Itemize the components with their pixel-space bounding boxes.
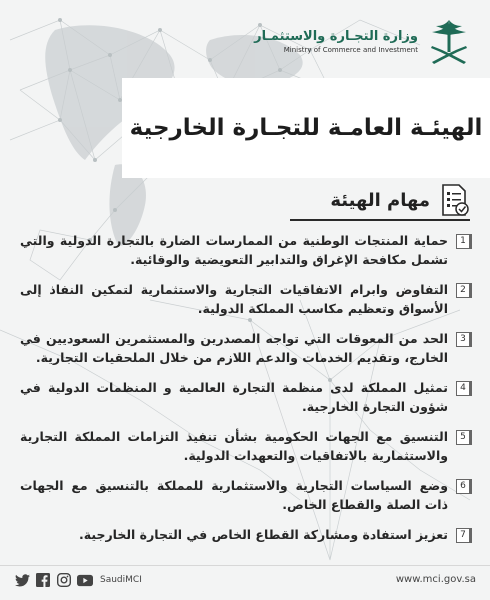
document-check-icon	[440, 183, 470, 217]
logo-name-arabic: وزارة التجـارة والاستثمـار	[254, 29, 418, 44]
social-handle: SaudiMCI	[100, 575, 142, 585]
tasks-list	[20, 231, 472, 544]
task-text: الحد من المعوقات التي تواجه المصدرين والمستثمرين السعوديين في الخارج، وتقديم الخدمات والدعم اللازم من خلال الملحقيات التجارية.	[20, 331, 448, 365]
task-number: 2	[456, 283, 472, 298]
instagram-icon[interactable]	[56, 572, 72, 588]
task-text: وضع السياسات التجارية والاستثمارية للمملكة بالتنسيق مع الجهات ذات الصلة والقطاع الخاص.	[20, 478, 448, 512]
task-number: 6	[456, 479, 472, 494]
task-number: 5	[456, 430, 472, 445]
page-title: الهيئـة العامـة للتجـارة الخارجية	[129, 115, 483, 141]
section-divider	[290, 219, 470, 221]
task-item	[20, 476, 472, 514]
task-item	[20, 427, 472, 465]
social-links	[14, 572, 142, 588]
task-number: 4	[456, 381, 472, 396]
task-text: التفاوض وابرام الاتفاقيات التجارية والاستثمارية لتمكين النفاذ إلى الأسواق وتعظيم مكاسب المملكة الدولية.	[20, 282, 448, 316]
website-link[interactable]: www.mci.gov.sa	[395, 574, 476, 585]
section-title: مهام الهيئة	[330, 189, 430, 211]
task-item	[20, 231, 472, 269]
task-number: 7	[456, 528, 472, 543]
logo-text	[254, 29, 418, 55]
title-banner	[122, 78, 490, 178]
task-text: التنسيق مع الجهات الحكومية بشأن تنفيذ التزامات المملكة التجارية والاستثمارية بالاتفاقيات والتعهدات الدولية.	[20, 429, 448, 463]
task-text: تمثيل المملكة لدى منظمة التجارة العالمية و المنظمات الدولية في شؤون التجارة الخارجية.	[20, 380, 448, 414]
logo-name-english: Ministry of Commerce and Investment	[283, 46, 418, 54]
facebook-icon[interactable]	[35, 572, 51, 588]
task-number: 3	[456, 332, 472, 347]
task-item	[20, 329, 472, 367]
task-item	[20, 280, 472, 318]
ministry-logo	[254, 18, 472, 66]
task-text: تعزيز استفادة ومشاركة القطاع الخاص في التجارة الخارجية.	[79, 527, 448, 542]
twitter-icon[interactable]	[14, 572, 30, 588]
task-text: حماية المنتجات الوطنية من الممارسات الضارة بالتجارة الدولية والتي تشمل مكافحة الإغراق والتدابير التعويضية والوقائية.	[20, 233, 448, 267]
palm-swords-emblem-icon	[426, 18, 472, 66]
task-number: 1	[456, 234, 472, 249]
task-item	[20, 378, 472, 416]
footer-divider	[0, 565, 490, 566]
section-header	[330, 183, 470, 217]
youtube-icon[interactable]	[77, 572, 93, 588]
task-item	[20, 525, 472, 544]
